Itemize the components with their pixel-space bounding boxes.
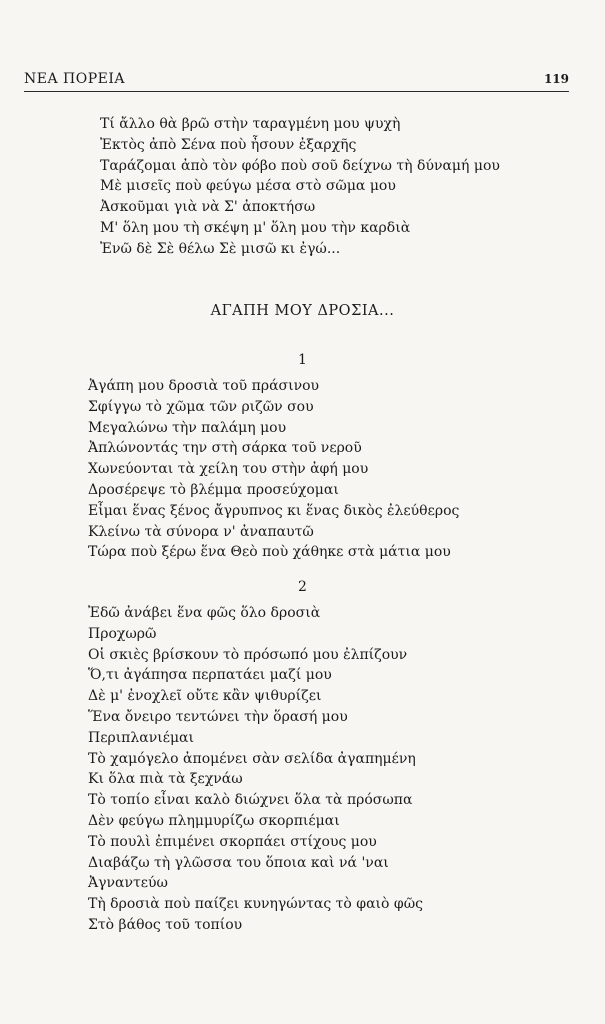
verse-line: Μ' ὅλη μου τὴ σκέψη μ' ὅλη μου τὴν καρδιὰ [100,219,411,236]
verse-line: Δὲ μ' ἐνοχλεῖ οὔτε κἂν ψιθυρίζει [88,688,322,705]
verse-line: Μεγαλώνω τὴν παλάμη μου [88,419,287,436]
verse-line: Ἐκτὸς ἀπὸ Σένα ποὺ ἦσουν ἐξαρχῆς [100,136,357,153]
verse-line: Διαβάζω τὴ γλῶσσα του ὅποια καὶ νά 'ναι [88,854,389,871]
verse-line: Ὅ,τι ἀγάπησα περπατάει μαζί μου [88,667,332,684]
verse-line: Προχωρῶ [88,625,157,642]
page-number: 119 [543,72,569,86]
verse-line: Περιπλανιέμαι [88,729,195,746]
verse-line: Στὸ βάθος τοῦ τοπίου [88,916,243,933]
verse-line: Σφίγγω τὸ χῶμα τῶν ριζῶν σου [88,398,314,415]
verse-line: Ἀγναντεύω [88,875,168,892]
poem-section-1 [88,376,459,563]
verse-line: Τὸ πουλὶ ἐπιμένει σκορπάει στίχους μου [88,833,377,850]
verse-line: Χωνεύονται τὰ χείλη του στὴν ἀφή μου [88,461,369,478]
preceding-poem-ending [100,114,500,260]
verse-line: Ἀπλώνοντάς την στὴ σάρκα τοῦ νεροῦ [88,440,362,457]
verse-line: Τὸ χαμόγελο ἀπομένει σὰν σελίδα ἀγαπημένη [88,750,416,767]
verse-line: Ταράζομαι ἀπὸ τὸν φόβο ποὺ σοῦ δείχνω τὴ δύναμή μου [100,157,500,174]
poem-section-2 [88,603,423,936]
running-header [24,71,569,92]
journal-title: ΝΕΑ ΠΟΡΕΙΑ [24,71,125,87]
verse-line: Μὲ μισεῖς ποὺ φεύγω μέσα στὸ σῶμα μου [100,178,396,195]
verse-line: Τώρα ποὺ ξέρω ἕνα Θεὸ ποὺ χάθηκε στὰ μάτια μου [88,544,451,561]
section-number: 2 [298,579,307,595]
verse-line: Ἐνῶ δὲ Σὲ θέλω Σὲ μισῶ κι ἐγώ... [100,240,341,257]
section-number: 1 [298,352,307,368]
verse-line: Ἀσκοῦμαι γιὰ νὰ Σ' ἀποκτήσω [100,199,316,216]
verse-line: Τὴ δροσιὰ ποὺ παίζει κυνηγώντας τὸ φαιὸ φῶς [88,896,423,913]
verse-line: Δὲν φεύγω πλημμυρίζω σκορπιέμαι [88,812,340,829]
verse-line: Τὸ τοπίο εἶναι καλὸ διώχνει ὅλα τὰ πρόσωπα [88,792,413,809]
verse-line: Ἐδῶ ἀνάβει ἕνα φῶς ὅλο δροσιὰ [88,605,321,621]
verse-line: Οἱ σκιὲς βρίσκουν τὸ πρόσωπό μου ἐλπίζουν [88,646,408,663]
verse-line: Τί ἄλλο θὰ βρῶ στὴν ταραγμένη μου ψυχὴ [100,116,401,132]
verse-line: Ἀγάπη μου δροσιὰ τοῦ πράσινου [88,378,320,394]
verse-line: Ἕνα ὄνειρο τεντώνει τὴν ὅρασή μου [88,708,348,725]
verse-line: Κι ὅλα πιὰ τὰ ξεχνάω [88,771,243,788]
verse-line: Δροσέρεψε τὸ βλέμμα προσεύχομαι [88,481,339,498]
verse-line: Κλείνω τὰ σύνορα ν' ἀναπαυτῶ [88,523,314,540]
verse-line: Εἶμαι ἕνας ξένος ἄγρυπνος κι ἕνας δικὸς ἐλεύθερος [88,502,460,519]
poem-title: ΑΓΑΠΗ ΜΟΥ ΔΡΟΣΙΑ... [210,303,395,319]
